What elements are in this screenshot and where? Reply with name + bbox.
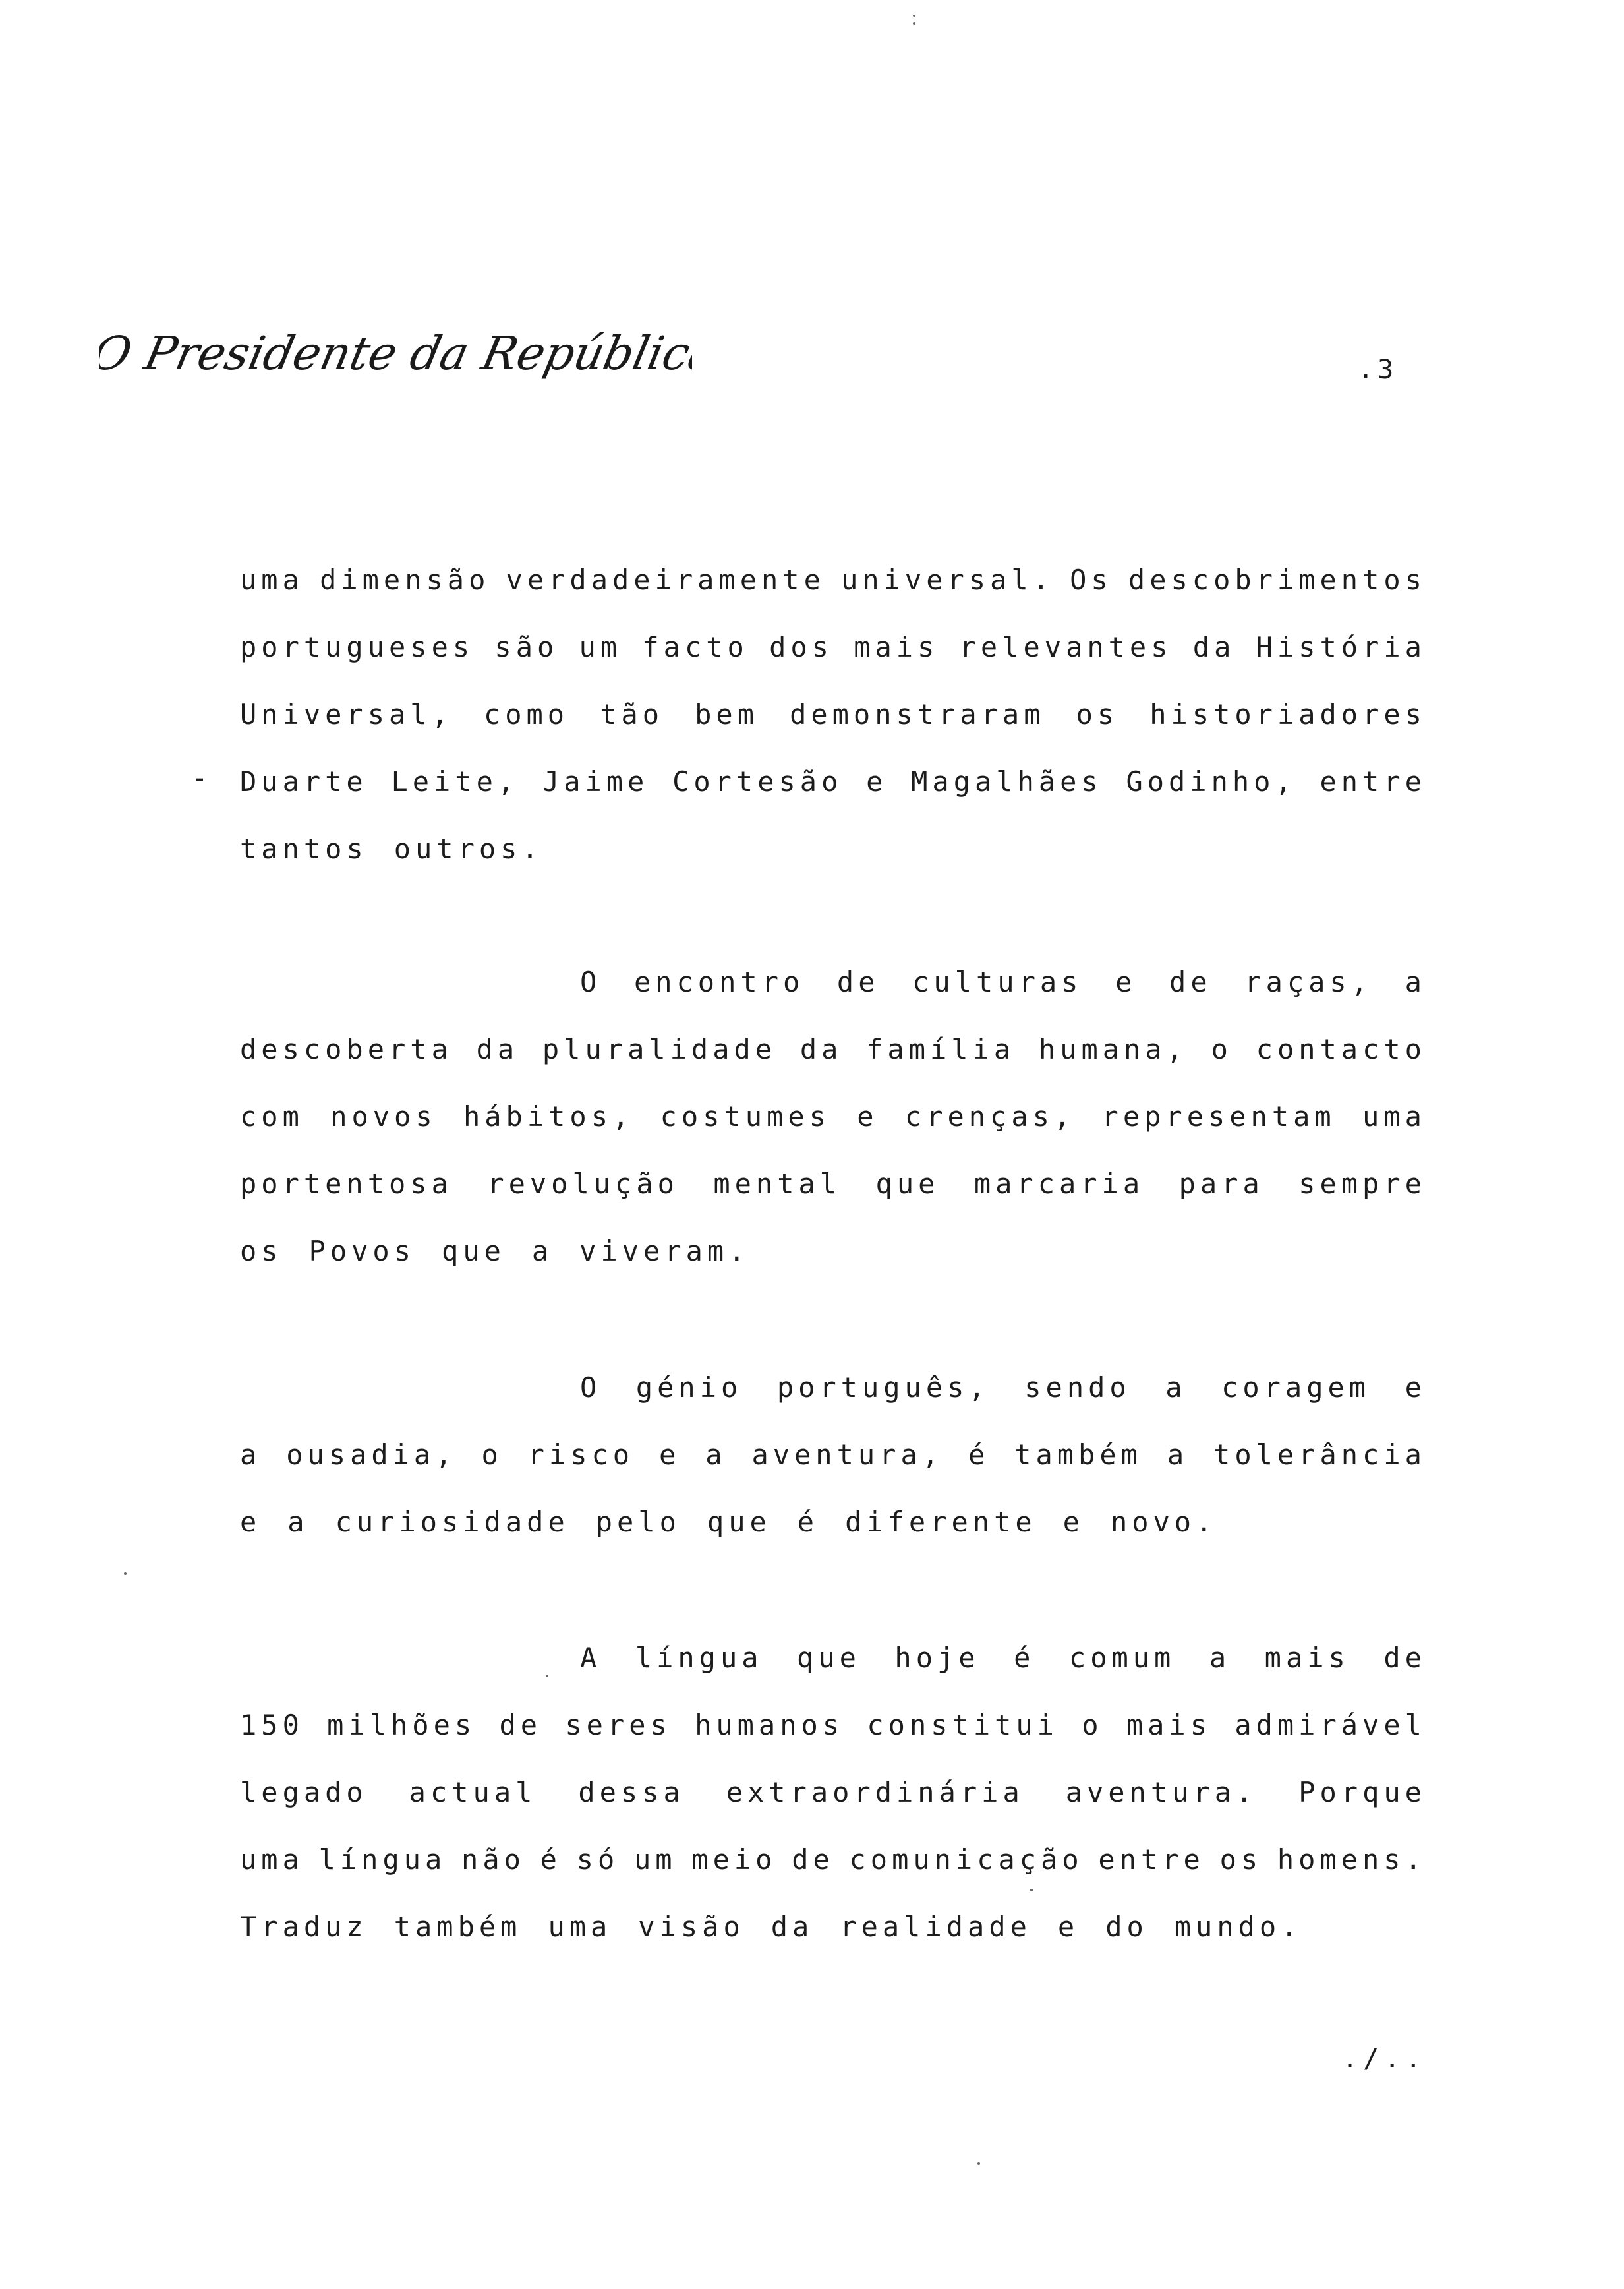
continuation-mark: ./.. [1342, 2044, 1427, 2074]
letterhead-script [99, 310, 692, 396]
word: tão [600, 698, 664, 730]
word: extraordinária [726, 1776, 1024, 1808]
word: os [1076, 698, 1119, 730]
word: mental [713, 1168, 842, 1200]
word: milhões [327, 1709, 477, 1741]
word: um [633, 1843, 677, 1876]
word: crenças, [904, 1100, 1076, 1133]
word: culturas [912, 966, 1083, 998]
word: língua [635, 1642, 763, 1674]
word: humana, [1038, 1033, 1188, 1065]
word: não [461, 1843, 525, 1876]
text-line [240, 1907, 1426, 1947]
text-line [240, 1232, 1426, 1271]
scan-speck [913, 22, 915, 25]
word: que [442, 1235, 506, 1267]
scan-speck [977, 2162, 980, 2165]
word: génio [635, 1371, 743, 1404]
word: realidade [840, 1911, 1031, 1943]
word: que [707, 1506, 771, 1538]
word: portugueses [240, 631, 475, 663]
text-line [240, 695, 1426, 734]
word: o [481, 1439, 503, 1471]
word: uma [548, 1911, 612, 1943]
letterhead [99, 310, 692, 396]
word: História [1256, 631, 1426, 663]
text-line [240, 1502, 1426, 1542]
word: dos [769, 631, 833, 663]
word: dimensão [320, 564, 490, 596]
word: sendo [1024, 1371, 1131, 1404]
word: Universal, [240, 698, 453, 730]
word: a [1165, 1371, 1187, 1404]
word: da [799, 1033, 843, 1065]
scan-speck [1030, 1889, 1033, 1891]
word: comum [1068, 1642, 1176, 1674]
word: costumes [660, 1100, 830, 1133]
word: que [797, 1642, 861, 1674]
word: Porque [1298, 1776, 1426, 1808]
word: descoberta [240, 1033, 453, 1065]
word: um [579, 631, 622, 663]
word: comunicação [849, 1843, 1084, 1876]
word: dessa [578, 1776, 685, 1808]
word: mais [1264, 1642, 1350, 1674]
word: novo. [1110, 1506, 1217, 1538]
word: português, [776, 1371, 990, 1404]
word: a [1167, 1439, 1189, 1471]
scan-speck [546, 1675, 548, 1677]
scan-speck [124, 1572, 127, 1575]
word: Magalhães [911, 765, 1103, 798]
text-line [240, 829, 1426, 869]
word: os [1219, 1843, 1263, 1876]
word: sempre [1298, 1168, 1426, 1200]
text-line [240, 1706, 1426, 1745]
word: relevantes [959, 631, 1173, 663]
word: e [857, 1100, 879, 1133]
word: é [968, 1439, 990, 1471]
word: hoje [894, 1642, 980, 1674]
text-line [240, 1840, 1426, 1880]
word: visão [638, 1911, 745, 1943]
text-line [240, 1164, 1426, 1204]
word: da [770, 1911, 814, 1943]
word: diferente [845, 1506, 1037, 1538]
word: como [483, 698, 569, 730]
word: só [576, 1843, 620, 1876]
text-line [580, 1638, 1426, 1678]
word: são [494, 631, 559, 663]
text-line [580, 963, 1426, 1002]
word: a [240, 1439, 262, 1471]
word: encontro [633, 966, 805, 998]
word: o [1082, 1709, 1103, 1741]
letterhead-text: O Presidente da República [99, 326, 692, 380]
word: Traduz [240, 1911, 368, 1943]
word: curiosidade [335, 1506, 569, 1538]
text-line [240, 1097, 1426, 1137]
word: admirável [1234, 1709, 1426, 1741]
word: e [659, 1439, 681, 1471]
word: da [1192, 631, 1236, 663]
word: pluralidade [542, 1033, 777, 1065]
word: e [1405, 1371, 1426, 1404]
word: revolução [487, 1168, 679, 1200]
text-line [240, 1773, 1426, 1812]
word: mundo. [1174, 1911, 1302, 1943]
word: família [866, 1033, 1016, 1065]
word: seres [565, 1709, 672, 1741]
word: de [499, 1709, 542, 1741]
word: a [531, 1235, 554, 1267]
word: Jaime [542, 765, 649, 798]
margin-mark: - [191, 761, 208, 794]
word: raças, [1244, 966, 1372, 998]
word: e [1062, 1506, 1084, 1538]
word: marcaria [973, 1168, 1145, 1200]
word: ousadia, [286, 1439, 457, 1471]
word: aventura, [751, 1439, 944, 1471]
word: A [580, 1642, 602, 1674]
word: de [1169, 966, 1212, 998]
word: verdadeiramente [506, 564, 825, 596]
text-line [240, 762, 1426, 802]
text-line [240, 560, 1426, 600]
word: o [1211, 1033, 1232, 1065]
word: viveram. [579, 1235, 750, 1267]
word: de [836, 966, 880, 998]
word: Duarte [240, 765, 368, 798]
word: historiadores [1149, 698, 1426, 730]
word: tantos [240, 833, 368, 865]
word: e [240, 1506, 262, 1538]
word: mais [1126, 1709, 1212, 1741]
word: tolerância [1213, 1439, 1426, 1471]
word: Leite, [391, 765, 519, 798]
word: humanos [695, 1709, 844, 1741]
word: descobrimentos [1128, 564, 1426, 596]
text-line [240, 628, 1426, 667]
word: de [1383, 1642, 1426, 1674]
word: que [875, 1168, 940, 1200]
word: O [580, 1371, 602, 1404]
word: uma [1362, 1100, 1426, 1133]
word: novos [330, 1100, 437, 1133]
word: Godinho, [1126, 765, 1296, 798]
word: com [240, 1100, 304, 1133]
scan-speck [913, 15, 915, 17]
word: aventura. [1065, 1776, 1258, 1808]
word: Cortesão [672, 765, 843, 798]
word: entre [1320, 765, 1426, 798]
word: também [393, 1911, 522, 1943]
word: O [580, 966, 602, 998]
word: demonstraram [790, 698, 1045, 730]
word: meio [691, 1843, 777, 1876]
word: a [1209, 1642, 1231, 1674]
word: 150 [240, 1709, 304, 1741]
page-number: .3 [1358, 355, 1398, 385]
word: é [540, 1843, 562, 1876]
word: hábitos, [463, 1100, 634, 1133]
word: coragem [1221, 1371, 1371, 1404]
word: entre [1098, 1843, 1205, 1876]
word: a [287, 1506, 309, 1538]
word: é [1014, 1642, 1035, 1674]
word: é [797, 1506, 819, 1538]
word: do [1105, 1911, 1148, 1943]
word: da [476, 1033, 519, 1065]
word: outros. [393, 833, 543, 865]
text-line [240, 1435, 1426, 1475]
word: a [1405, 966, 1426, 998]
word: e [1057, 1911, 1080, 1943]
word: representam [1101, 1100, 1336, 1133]
word: também [1014, 1439, 1142, 1471]
word: portentosa [240, 1168, 453, 1200]
word: universal. [841, 564, 1054, 596]
word: Povos [308, 1235, 416, 1267]
word: uma [240, 564, 304, 596]
word: bem [695, 698, 759, 730]
word: homens. [1277, 1843, 1426, 1876]
word: Os [1070, 564, 1113, 596]
word: mais [854, 631, 939, 663]
word: para [1178, 1168, 1264, 1200]
word: e [1115, 966, 1137, 998]
word: facto [642, 631, 749, 663]
text-line [240, 1030, 1426, 1069]
word: constitui [867, 1709, 1058, 1741]
word: contacto [1256, 1033, 1426, 1065]
word: actual [409, 1776, 537, 1808]
word: legado [240, 1776, 368, 1808]
word: de [792, 1843, 834, 1876]
word: pelo [595, 1506, 681, 1538]
word: uma [240, 1843, 304, 1876]
word: os [240, 1235, 283, 1267]
text-line [580, 1368, 1426, 1408]
word: língua [318, 1843, 447, 1876]
word: risco [527, 1439, 635, 1471]
word: e [866, 765, 888, 798]
word: a [705, 1439, 727, 1471]
